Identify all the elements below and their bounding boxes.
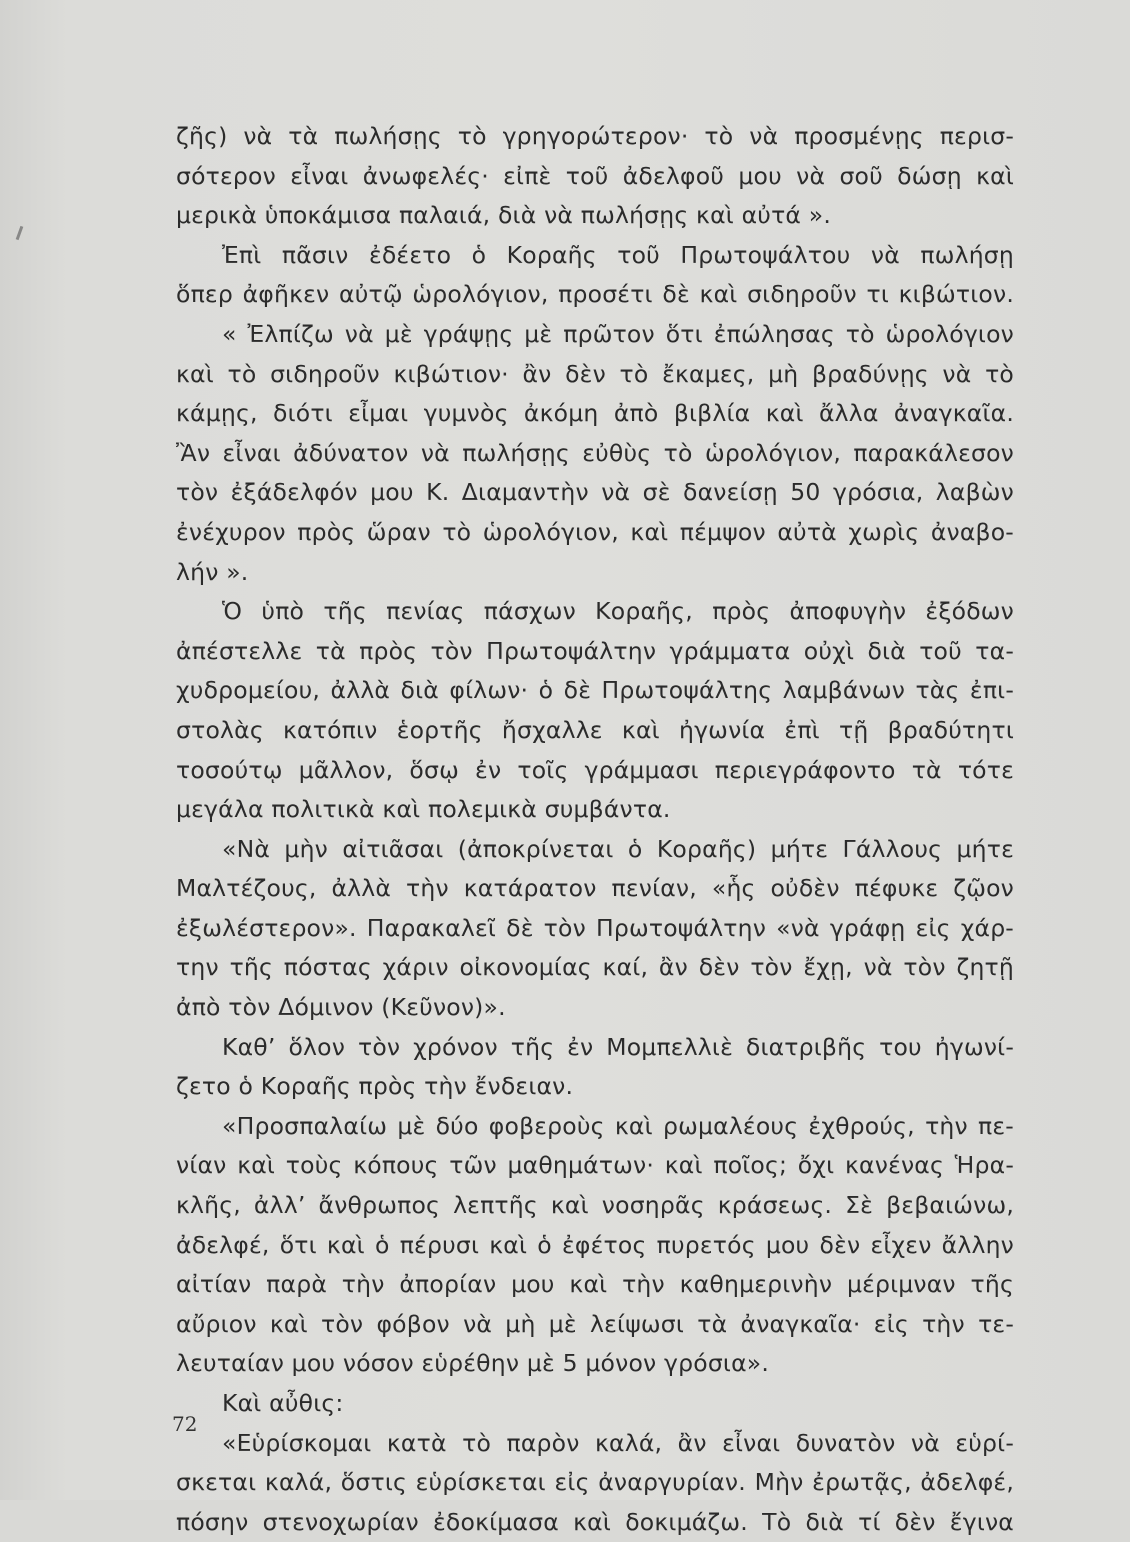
text-line: ζῆς) νὰ τὰ πωλήσῃς τὸ γρηγορώτερον· τὸ νὰ προσμένῃς περισ- [176,122,1014,150]
text-line: Ἂν εἶναι ἀδύνατον νὰ πωλήσῃς εὐθὺς τὸ ὡρολόγιον, παρακάλεσον [176,438,1014,467]
text-line: «Εὑρίσκομαι κατὰ τὸ παρὸν καλά, ἂν εἶναι δυνατὸν νὰ εὑρί- [222,1428,1014,1457]
text-line: χυδρομείου, ἀλλὰ διὰ φίλων· ὁ δὲ Πρωτοψάλτης λαμβάνων τὰς ἐπι- [176,676,1014,705]
page-text [176,117,1014,1542]
text-line: κάμῃς, διότι εἶμαι γυμνὸς ἀκόμη ἀπὸ βιβλία καὶ ἄλλα ἀναγκαῖα. [176,399,1014,428]
text-line: αὔριον καὶ τὸν φόβον νὰ μὴ μὲ λείψωσι τὰ ἀναγκαῖα· εἰς τὴν τε- [176,1309,1014,1338]
text-line: την τῆς πόστας χάριν οἰκονομίας καί, ἂν δὲν τὸν ἔχῃ, νὰ τὸν ζητῇ [176,953,1014,982]
margin-mark [16,226,24,240]
text-line: ἀδελφέ, ὅτι καὶ ὁ πέρυσι καὶ ὁ ἐφέτος πυρετός μου δὲν εἶχεν ἄλλην [176,1230,1014,1259]
text-line: νίαν καὶ τοὺς κόπους τῶν μαθημάτων· καὶ ποῖος; ὄχι κανένας Ἡρα- [176,1151,1014,1180]
text-line: ἐνέχυρον πρὸς ὥραν τὸ ὡρολόγιον, καὶ πέμψον αὐτὰ χωρὶς ἀναβο- [176,517,1014,546]
text-line: ἐξωλέστερον». Παρακαλεῖ δὲ τὸν Πρωτοψάλτην «νὰ γράφῃ εἰς χάρ- [176,913,1014,942]
text-line: Ἐπὶ πᾶσιν ἐδέετο ὁ Κοραῆς τοῦ Πρωτοψάλτου νὰ πωλήσῃ [222,240,1014,269]
text-line: σκεται καλά, ὅστις εὑρίσκεται εἰς ἀναργυρίαν. Μὴν ἐρωτᾷς, ἀδελφέ, [176,1468,1014,1497]
text-line: σότερον εἶναι ἀνωφελές· εἰπὲ τοῦ ἀδελφοῦ μου νὰ σοῦ δώσῃ καὶ [176,161,1014,190]
text-line: αἰτίαν παρὰ τὴν ἀπορίαν μου καὶ τὴν καθημερινὴν μέριμναν τῆς [176,1270,1014,1299]
text-line: μερικὰ ὑποκάμισα παλαιά, διὰ νὰ πωλήσῃς καὶ αὐτά ». [176,201,832,230]
text-line: ἀπὸ τὸν Δόμινον (Κεῦνον)». [176,993,506,1022]
text-line: ἀπέστελλε τὰ πρὸς τὸν Πρωτοψάλτην γράμματα οὐχὶ διὰ τοῦ τα- [176,636,1014,665]
text-line: στολὰς κατόπιν ἑορτῆς ἤσχαλλε καὶ ἠγωνία ἐπὶ τῇ βραδύτητι [176,715,1014,744]
text-line: Μαλτέζους, ἀλλὰ τὴν κατάρατον πενίαν, «ἧς οὐδὲν πέφυκε ζῷον [176,874,1014,903]
text-line: ζετο ὁ Κοραῆς πρὸς τὴν ἔνδειαν. [176,1072,574,1101]
text-line: καὶ τὸ σιδηροῦν κιβώτιον· ἂν δὲν τὸ ἔκαμες, μὴ βραδύνῃς νὰ τὸ [176,359,1014,388]
text-line: ὅπερ ἀφῆκεν αὐτῷ ὡρολόγιον, προσέτι δὲ καὶ σιδηροῦν τι κιβώτιον. [176,280,1014,309]
text-line: «Προσπαλαίω μὲ δύο φοβεροὺς καὶ ρωμαλέους ἐχθρούς, τὴν πε- [222,1111,1014,1140]
text-line: λευταίαν μου νόσον εὑρέθην μὲ 5 μόνον γρόσια». [176,1349,770,1378]
text-line: πόσην στενοχωρίαν ἐδοκίμασα καὶ δοκιμάζω. Τὸ διὰ τί δὲν ἔγινα [176,1507,1014,1536]
text-line: Ὁ ὑπὸ τῆς πενίας πάσχων Κοραῆς, πρὸς ἀποφυγὴν ἐξόδων [222,597,1014,626]
text-line: τοσούτῳ μᾶλλον, ὅσῳ ἐν τοῖς γράμμασι περιεγράφοντο τὰ τότε [176,755,1014,784]
text-line: Καθ’ ὅλον τὸν χρόνον τῆς ἐν Μομπελλιὲ διατριβῆς του ἠγωνί- [222,1032,1014,1061]
text-line: τὸν ἐξάδελφόν μου Κ. Διαμαντὴν νὰ σὲ δανείσῃ 50 γρόσια, λαβὼν [176,478,1014,507]
text-line: « Ἐλπίζω νὰ μὲ γράψῃς μὲ πρῶτον ὅτι ἐπώλησας τὸ ὡρολόγιον [222,319,1014,348]
page-number: 72 [172,1412,198,1436]
text-line: «Νὰ μὴν αἰτιᾶσαι (ἀποκρίνεται ὁ Κοραῆς) μήτε Γάλλους μήτε [222,834,1014,863]
text-line: λήν ». [176,557,249,586]
text-line: Καὶ αὖθις: [222,1389,344,1417]
text-line: μεγάλα πολιτικὰ καὶ πολεμικὰ συμβάντα. [176,795,671,824]
text-line: κλῆς, ἀλλ’ ἄνθρωπος λεπτῆς καὶ νοσηρᾶς κράσεως. Σὲ βεβαιώνω, [176,1191,1014,1220]
